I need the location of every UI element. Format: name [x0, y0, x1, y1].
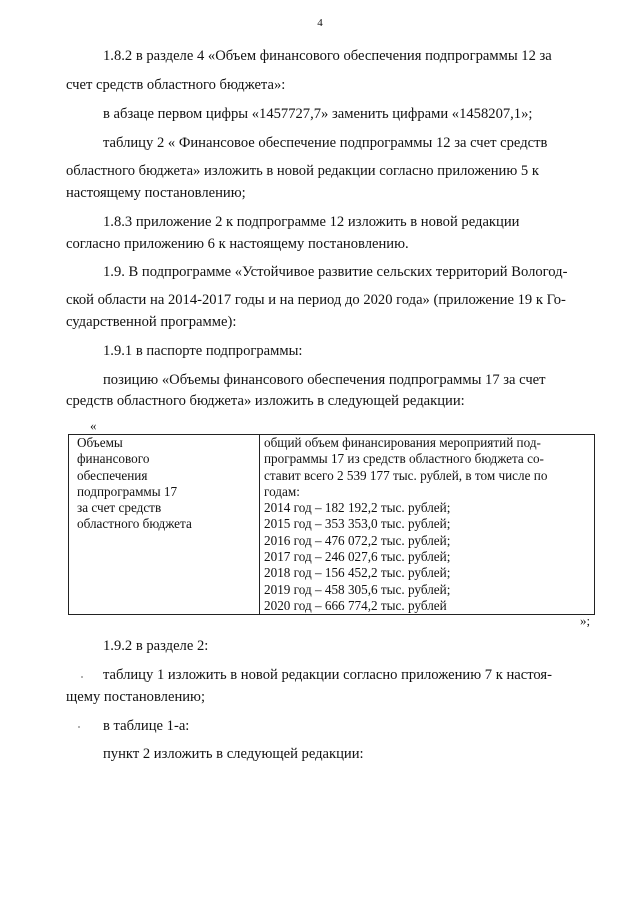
value-line: общий объем финансирования мероприятий под-: [264, 435, 541, 450]
value-line: программы 17 из средств областного бюджета со-: [264, 451, 544, 467]
paragraph-11: пункт 2 изложить в следующей редакции:: [103, 746, 364, 762]
value-line: ставит всего 2 539 177 тыс. рублей, в том числе по: [264, 467, 548, 483]
paragraph-9-line-2: щему постановлению;: [66, 689, 206, 705]
year-2020-line: 2020 год – 666 774,2 тыс. рублей: [264, 597, 447, 613]
paragraph-9-line-1: таблицу 1 изложить в новой редакции согласно приложению 7 к настоя-: [103, 667, 553, 683]
paragraph-5-line-2: ской области на 2014-2017 годы и на период до 2020 года» (приложение 19 к Го-: [66, 292, 566, 308]
paragraph-8: 1.9.2 в разделе 2:: [103, 638, 209, 654]
label-line: Объемы: [77, 435, 123, 450]
paragraph-5-line-3: сударственной программе):: [66, 314, 237, 330]
paragraph-4-line-2: согласно приложению 6 к настоящему постановлению.: [66, 236, 409, 252]
label-line: финансового: [77, 451, 150, 467]
passport-table-row: [69, 435, 595, 615]
paragraph-1-line-1: 1.8.2 в разделе 4 «Объем финансового обеспечения подпрограммы 12 за: [103, 48, 552, 64]
paragraph-7-line-2: средств областного бюджета» изложить в следующей редакции:: [66, 393, 465, 409]
passport-label-cell: [69, 435, 260, 615]
year-2014-line: 2014 год – 182 192,2 тыс. рублей;: [264, 500, 451, 516]
label-line: подпрограммы 17: [77, 483, 178, 499]
quote-close: »;: [580, 613, 591, 628]
passport-value-cell: [260, 435, 595, 615]
year-2016-line: 2016 год – 476 072,2 тыс. рублей;: [264, 532, 451, 548]
page-number: 4: [317, 17, 323, 29]
scan-speck: [78, 726, 80, 728]
quote-open: «: [90, 418, 97, 433]
label-line: за счет средств: [77, 500, 162, 516]
passport-table: [68, 434, 595, 615]
paragraph-7-line-1: позицию «Объемы финансового обеспечения подпрограммы 17 за счет: [103, 372, 546, 388]
paragraph-1-line-2: счет средств областного бюджета»:: [66, 77, 286, 93]
paragraph-10: в таблице 1-а:: [103, 718, 190, 734]
year-2019-line: 2019 год – 458 305,6 тыс. рублей;: [264, 581, 451, 597]
label-line: областного бюджета: [77, 516, 192, 532]
paragraph-3-line-1: таблицу 2 « Финансовое обеспечение подпрограммы 12 за счет средств: [103, 135, 548, 151]
year-2018-line: 2018 год – 156 452,2 тыс. рублей;: [264, 565, 451, 581]
paragraph-5-line-1: 1.9. В подпрограмме «Устойчивое развитие сельских территорий Вологод-: [103, 264, 568, 280]
paragraph-3-line-3: настоящему постановлению;: [66, 185, 246, 201]
scan-speck: [81, 676, 83, 678]
paragraph-2: в абзаце первом цифры «1457727,7» заменить цифрами «1458207,1»;: [103, 106, 533, 122]
label-line: обеспечения: [77, 467, 148, 483]
year-2017-line: 2017 год – 246 027,6 тыс. рублей;: [264, 549, 451, 565]
value-line: годам:: [264, 483, 300, 499]
year-2015-line: 2015 год – 353 353,0 тыс. рублей;: [264, 516, 451, 532]
paragraph-3-line-2: областного бюджета» изложить в новой редакции согласно приложению 5 к: [66, 163, 539, 179]
paragraph-4-line-1: 1.8.3 приложение 2 к подпрограмме 12 изложить в новой редакции: [103, 214, 520, 230]
paragraph-6: 1.9.1 в паспорте подпрограммы:: [103, 343, 303, 359]
